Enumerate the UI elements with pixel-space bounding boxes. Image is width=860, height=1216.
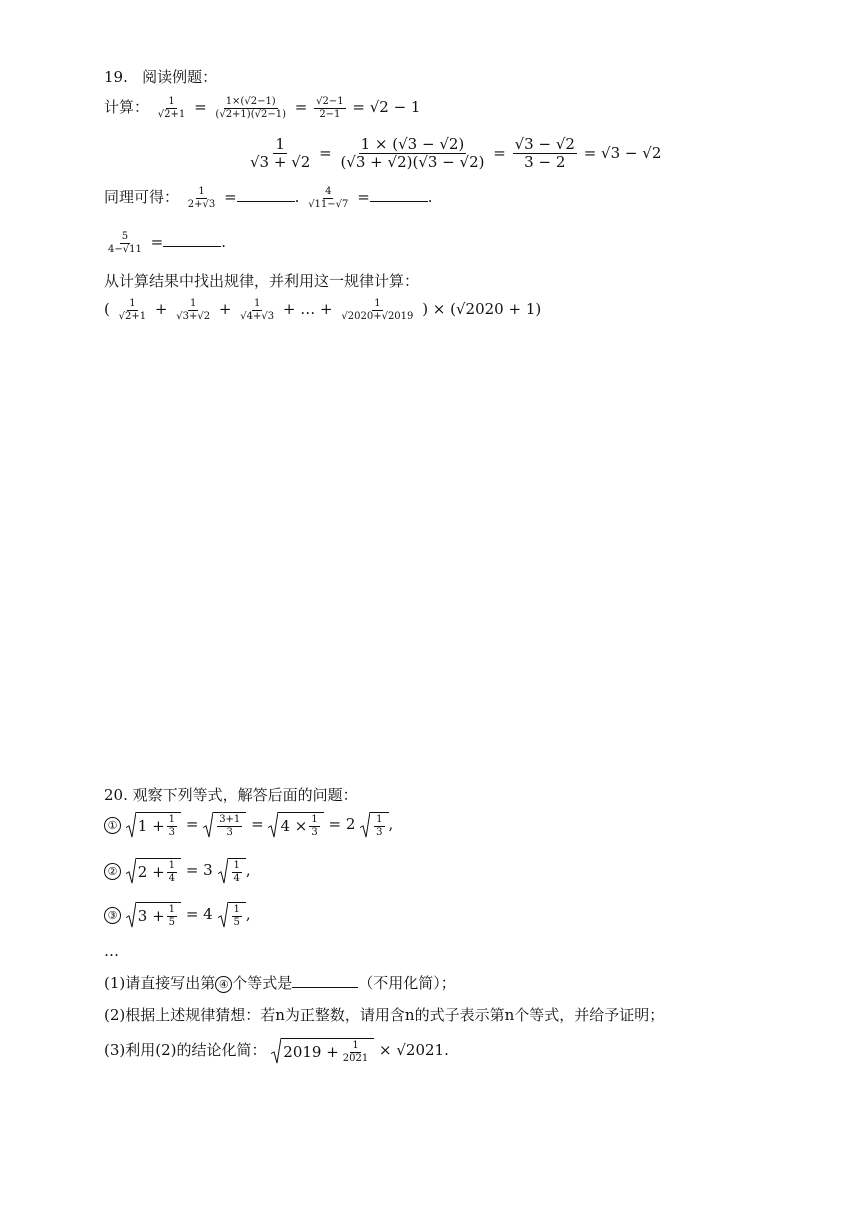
circled-3-icon: ③: [104, 907, 121, 924]
similar-fraction-1: $\frac{1}{2+√3}$: [187, 186, 216, 210]
ex1-right-fraction: $\frac{√2-1}{2-1}$: [316, 96, 344, 120]
q20-part-1: (1)请直接写出第 ④ 个等式是 （不用化简）；: [104, 974, 456, 992]
circled-1-icon: ①: [104, 817, 121, 834]
ex1-lhs-fraction: $\frac{1}{√2+1}$: [157, 96, 186, 120]
eq1-sqrt-3: 4 × $\frac{1}{3}$: [268, 812, 323, 838]
circled-4-icon: ④: [215, 976, 232, 993]
answer-blank-3[interactable]: [163, 234, 221, 247]
answer-blank-4[interactable]: [292, 975, 358, 988]
q19-similar-line: 同理可得： $\frac{1}{2+√3}$ = . $\frac{4}{√11-√7}$ = .: [104, 186, 433, 210]
sum-term-3: $\frac{1}{√4+√3}$: [240, 298, 275, 322]
answer-blank-1[interactable]: [237, 189, 295, 202]
sum-term-2: $\frac{1}{√3+√2}$: [176, 298, 211, 322]
q20-equation-1: ① 1 + $\frac{1}{3}$ = $\frac{3+1}{3}$ = 4 × $\frac{1}{3}$ = 2 $\frac{1}{3}$ ,: [104, 812, 393, 838]
ex2-right-fraction: $\frac{√3 - √2}{3 - 2}$: [514, 135, 575, 172]
q19-number: 19.: [104, 68, 128, 86]
q19-example-1: 计算： $\frac{1}{√2+1}$ = $\frac{1\times(√2-1)}{(√2+1)(√2-1)}$ = $\frac{√2-1}{2-1}$ = √2 − 1: [104, 96, 421, 120]
eq3-sqrt-2: $\frac{1}{5}$: [218, 902, 246, 928]
p3-sqrt: 2019 + $\frac{1}{2021}$: [271, 1038, 374, 1064]
similar-label: 同理可得：: [104, 188, 180, 206]
q20-dots: …: [104, 942, 119, 960]
q20-part-2: (2)根据上述规律猜想：若n为正整数，请用含n的式子表示第n个等式，并给予证明；: [104, 1006, 665, 1024]
eq2-sqrt-2: $\frac{1}{4}$: [218, 858, 246, 884]
q19-title: 阅读例题：: [142, 68, 218, 86]
q20-title-line: [104, 784, 358, 805]
ex1-result: = √2 − 1: [352, 98, 421, 116]
q19-similar-line-2: $\frac{5}{4-√11}$ = .: [108, 231, 226, 255]
eq2-sqrt-1: 2 + $\frac{1}{4}$: [126, 858, 181, 884]
sum-tail: ) × (√2020 + 1): [422, 300, 542, 318]
eq1-sqrt-1: 1 + $\frac{1}{3}$: [126, 812, 181, 838]
ex1-mid-fraction: $\frac{1\times(√2-1)}{(√2+1)(√2-1)}$: [215, 96, 286, 120]
ex2-result: = √3 − √2: [583, 143, 662, 162]
q20-equation-2: ② 2 + $\frac{1}{4}$ = 3 $\frac{1}{4}$ ,: [104, 858, 251, 884]
q20-title: 观察下列等式，解答后面的问题：: [132, 786, 358, 804]
ex2-lhs-fraction: $\frac{1}{√3 + √2}$: [250, 135, 311, 172]
ex2-mid-fraction: $\frac{1 \times (√3 - √2)}{(√3 + √2)(√3 - √2)}$: [340, 135, 485, 172]
q20-number: 20.: [104, 786, 128, 804]
eq1-sqrt-4: $\frac{1}{3}$: [360, 812, 388, 838]
answer-blank-2[interactable]: [370, 189, 428, 202]
eq3-sqrt-1: 3 + $\frac{1}{5}$: [126, 902, 181, 928]
similar-fraction-2: $\frac{4}{√11-√7}$: [308, 186, 349, 210]
calc-label: 计算：: [104, 98, 150, 116]
sum-term-1: $\frac{1}{√2+1}$: [118, 298, 147, 322]
sum-ellipsis: + … +: [282, 300, 333, 318]
similar-fraction-3: $\frac{5}{4-√11}$: [108, 231, 142, 255]
q20-equation-3: ③ 3 + $\frac{1}{5}$ = 4 $\frac{1}{5}$ ,: [104, 902, 251, 928]
q19-title-line: [104, 66, 217, 87]
q19-find-rule: 从计算结果中找出规律，并利用这一规律计算：: [104, 272, 420, 290]
q19-example-2: $\frac{1}{√3 + √2}$ = $\frac{1 \times (√3 - √2)}{(√3 + √2)(√3 - √2)}$ = $\frac{√3 - √2}{3 - 2}$ = √3 − √2: [250, 135, 662, 172]
eq1-sqrt-2: $\frac{3+1}{3}$: [203, 812, 246, 838]
circled-2-icon: ②: [104, 863, 121, 880]
q20-part-3: (3)利用(2)的结论化简： 2019 + $\frac{1}{2021}$ × √2021.: [104, 1040, 449, 1064]
q19-sum-expression: ( $\frac{1}{√2+1}$ + $\frac{1}{√3+√2}$ + $\frac{1}{√4+√3}$ + … + $\frac{1}{√2020+√2019}$ ) × (√2020 + 1): [104, 298, 542, 322]
sum-term-n: $\frac{1}{√2020+√2019}$: [341, 298, 414, 322]
